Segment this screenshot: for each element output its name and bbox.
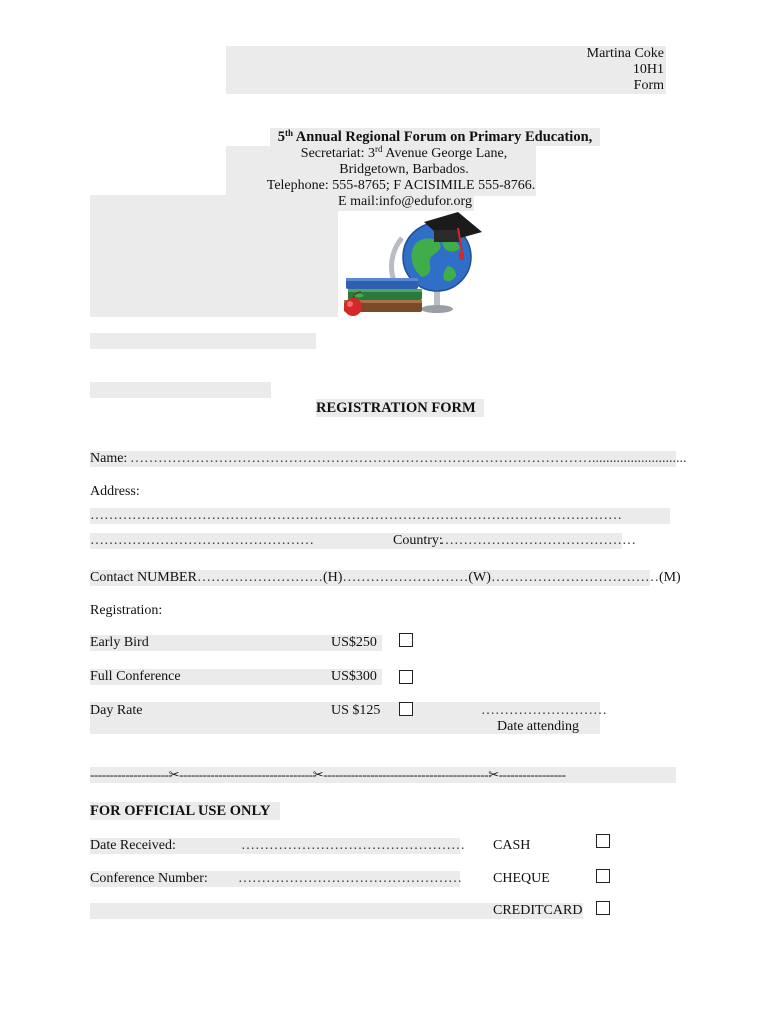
cut-line: --------------------✂----------------------------------✂------------------------------------------✂-----------------: [90, 767, 566, 783]
contact-label: Contact NUMBER: [90, 570, 197, 585]
contact-work-field[interactable]: ………………………: [342, 570, 469, 585]
full-conference-label: Full Conference: [90, 669, 181, 684]
student-form: Form: [633, 78, 664, 93]
name-field[interactable]: ………………………………………………………………………………………...........................: [130, 451, 687, 466]
scissors-icon: ✂: [168, 768, 180, 783]
official-title: FOR OFFICIAL USE ONLY: [90, 803, 271, 819]
cheque-label: CHEQUE: [493, 871, 550, 886]
full-conference-checkbox[interactable]: [399, 670, 413, 684]
contact-mobile-field[interactable]: ………………………………: [490, 570, 659, 585]
city: Bridgetown, Barbados.: [339, 162, 469, 177]
creditcard-checkbox[interactable]: [596, 901, 610, 915]
contact-row: [90, 570, 681, 586]
telephone: Telephone: 555-8765; F ACISIMILE 555-8766.: [266, 178, 536, 193]
work-label: (W): [468, 570, 491, 585]
home-label: (H): [322, 570, 343, 585]
day-rate-label: Day Rate: [90, 703, 143, 718]
date-received-label: Date Received:: [90, 838, 176, 853]
education-illustration: [336, 208, 486, 320]
early-bird-label: Early Bird: [90, 635, 149, 650]
cash-label: CASH: [493, 838, 531, 853]
country-field[interactable]: ……………………………………: [440, 533, 636, 548]
address-line1-field[interactable]: ……………………………………………………………………………………………………: [90, 508, 622, 523]
date-received-field[interactable]: …………………………………………: [241, 838, 465, 853]
contact-home-field[interactable]: ………………………: [196, 570, 323, 585]
mobile-label: (M): [658, 570, 681, 585]
early-bird-price: US$250: [331, 635, 377, 650]
form-title: REGISTRATION FORM: [316, 400, 476, 416]
secretariat-address: Secretariat: 3rd Avenue George Lane,: [300, 144, 508, 161]
conference-number-field[interactable]: …………………………………………: [238, 871, 462, 886]
forum-title: 5th Annual Regional Forum on Primary Education,: [277, 128, 593, 145]
day-rate-price: US $125: [331, 703, 381, 718]
country-label: Country:: [393, 533, 443, 548]
registration-label: Registration:: [90, 603, 163, 618]
early-bird-checkbox[interactable]: [399, 633, 413, 647]
blank-shade-1: [90, 333, 316, 349]
conference-number-label: Conference Number:: [90, 871, 208, 886]
date-attending-field[interactable]: ………………………: [481, 703, 607, 718]
blank-shade-2: [90, 382, 271, 398]
date-attending-label: Date attending: [497, 719, 580, 734]
address-line2-field[interactable]: …………………………………………: [90, 533, 314, 548]
full-conference-price: US$300: [331, 669, 377, 684]
scissors-icon: ✂: [312, 768, 324, 783]
scissors-icon: ✂: [488, 768, 499, 783]
left-block-shade: [90, 195, 338, 317]
address-label: Address:: [90, 484, 140, 499]
email: E mail:info@edufor.org: [338, 194, 472, 209]
name-label: Name:: [90, 451, 128, 466]
student-class: 10H1: [632, 62, 664, 77]
creditcard-label: CREDITCARD: [493, 903, 583, 918]
cheque-checkbox[interactable]: [596, 869, 610, 883]
student-name: Martina Coke: [586, 46, 664, 61]
cash-checkbox[interactable]: [596, 834, 610, 848]
day-rate-checkbox[interactable]: [399, 702, 413, 716]
